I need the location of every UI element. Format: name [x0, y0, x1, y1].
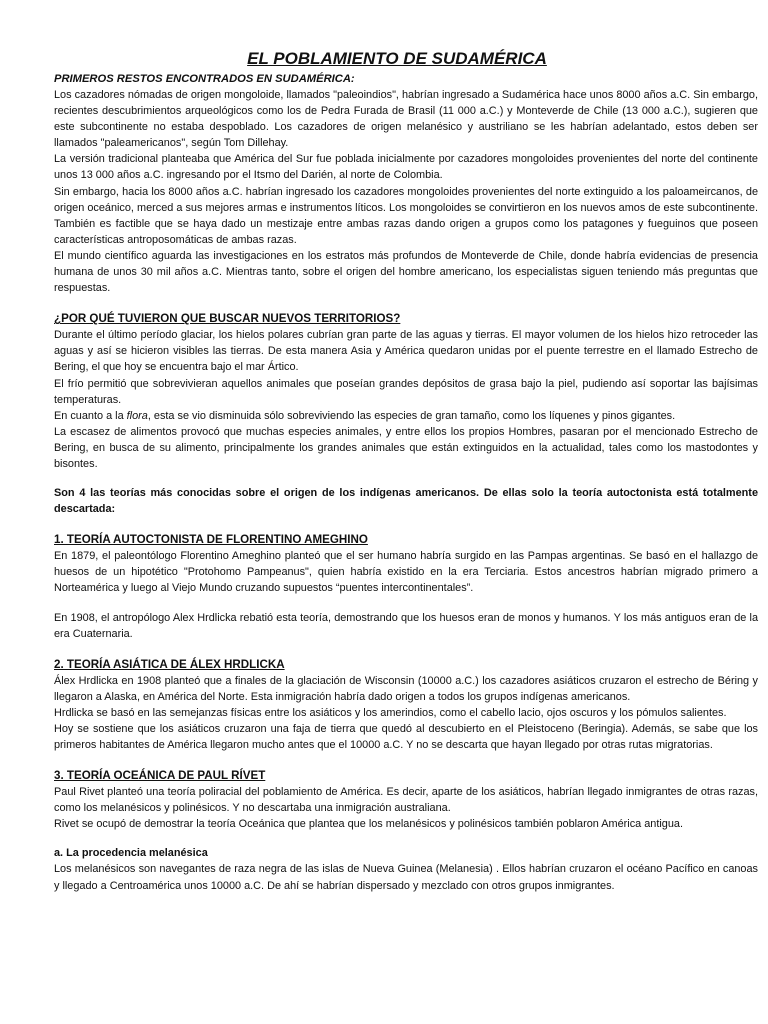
section-heading-theory-1: 1. TEORÍA AUTOCTONISTA DE FLORENTINO AMEGHINO	[54, 533, 368, 547]
flora-italic: flora	[126, 409, 148, 422]
section-heading-first-remains: PRIMEROS RESTOS ENCONTRADOS EN SUDAMÉRICA:	[54, 73, 355, 85]
theories-intro: Son 4 las teorías más conocidas sobre el origen de los indígenas americanos. De ellas solo la teoría autoctonista está totalmente descartada:	[54, 487, 758, 516]
section-heading-theory-2: 2. TEORÍA ASIÁTICA DE ÁLEX HRDLICKA	[54, 657, 285, 671]
document-title: EL POBLAMIENTO DE SUDAMÉRICA	[247, 49, 547, 68]
paragraph: Los melanésicos son navegantes de raza negra de las islas de Nueva Guinea (Melanesia) . Ellos habrían cruzaron el océano Pacífico en canoas y llegado a Centroamérica unos 10000 a.C. De ahí se habrían dispersado y mezclado con otros grupos inmigrantes.	[54, 863, 758, 892]
flora-text-after: , esta se vio disminuida sólo sobreviviendo las especies de gran tamaño, como los líquenes y pinos gigantes.	[147, 409, 676, 422]
paragraph: Álex Hrdlicka en 1908 planteó que a finales de la glaciación de Wisconsin (10000 a.C.) los cazadores asiáticos cruzaron el estrecho de Béring y llegaron a Alaska, en América del Norte. Esta inmigración habría dado origen a todos los grupos indígenas americanos.	[54, 674, 758, 703]
paragraph-flora	[54, 408, 758, 424]
paragraph: El mundo científico aguarda las investigaciones en los estratos más profundos de Monteverde de Chile, donde habría evidencias de presencia humana de unos 30 mil años a.C. Mientras tanto, sobre el origen del hombre americano, los especialistas siguen teniendo más preguntas que respuestas.	[54, 249, 758, 295]
section-heading-theory-3: 3. TEORÍA OCEÁNICA DE PAUL RÍVET	[54, 769, 266, 783]
paragraph: Sin embargo, hacia los 8000 años a.C. habrían ingresado los cazadores mongoloides provenientes del norte extinguido a los paloameircanos, de origen oceánico, merced a sus mejores armas e instrumentos líticos. Los mongoloides se convirtieron en los nuevos amos de este subcontinente. También es factible que se haya dado un mestizaje entre ambas razas dando origen a grupos como los patagones y fueguinos que poseen características antroposomáticas de ambas razas.	[54, 185, 758, 246]
paragraph: Rivet se ocupó de demostrar la teoría Oceánica que plantea que los melanésicos y polinésicos también poblaron América antigua.	[54, 818, 683, 831]
section-heading-why-new-territories: ¿POR QUÉ TUVIERON QUE BUSCAR NUEVOS TERRITORIOS?	[54, 312, 401, 326]
paragraph: En 1879, el paleontólogo Florentino Ameghino planteó que el ser humano habría surgido en las Pampas argentinas. Se basó en el hallazgo de huesos de un hipotético "Protohomo Pampeanus", quien habría existido en la era Terciaria. Estos ancestros habrían migrado primero a Norteamérica y luego al Viejo Mundo cruzando supuestos “puentes intercontinentales”.	[54, 550, 758, 595]
flora-text-before: En cuanto a la	[54, 409, 127, 422]
paragraph: Hrdlicka se basó en las semejanzas físicas entre los asiáticos y los amerindios, como el cabello lacio, ojos oscuros y los pómulos salientes.	[54, 706, 727, 719]
paragraph: El frío permitió que sobrevivieran aquellos animales que poseían grandes depósitos de grasa bajo la piel, pudiendo así soportar las bajísimas temperaturas.	[54, 377, 758, 406]
paragraph: La escasez de alimentos provocó que muchas especies animales, y entre ellos los propios Hombres, pasaran por el mencionado Estrecho de Bering, en busca de su alimento, principalmente los grandes animales que están extinguidos en la actualidad, tales como los mastodontes y bisontes.	[54, 425, 758, 470]
paragraph: En 1908, el antropólogo Alex Hrdlicka rebatió esta teoría, demostrando que los huesos eran de monos y humanos. Y los más antiguos eran de la era Cuaternaria.	[54, 611, 758, 640]
subsection-heading-melanesian: a. La procedencia melanésica	[54, 847, 208, 860]
paragraph: Hoy se sostiene que los asiáticos cruzaron una faja de tierra que quedó al descubierto en el Pleistoceno (Beringia). Además, se sabe que los primeros habitantes de América llegaron mucho antes que el 10000 a.C. Y no se descarta que hayan llegado por otras rutas migratorias.	[54, 723, 758, 752]
paragraph: Paul Rivet planteó una teoría poliracial del poblamiento de América. Es decir, aparte de los asiáticos, habrían llegado inmigrantes de otras razas, como los melanésicos y polinésicos. Y no descartaba una inmigración australiana.	[54, 786, 758, 815]
paragraph: Durante el último período glaciar, los hielos polares cubrían gran parte de las aguas y tierras. El mayor volumen de los hielos hizo retroceder las aguas y así se hicieron visibles las tierras. De esta manera Asia y América quedaron unidas por el puente terrestre en el llamado Estrecho de Bering, el que hoy se encuentra bajo el mar Ártico.	[54, 329, 758, 374]
paragraph: Los cazadores nómadas de origen mongoloide, llamados "paleoindios", habrían ingresado a Sudamérica hace unos 8000 años a.C. Sin embargo, recientes descubrimientos arqueológicos como los de Pedra Furada de Brasil (11 000 a.C.) y Monteverde de Chile (13 000 a.C.), sugieren que este subcontinente no estaba despoblado. Los cazadores de origen melanésico y austriliano se les habrían adelantado, estos deben ser llamados "paleamericanos", según Tom Dillehay.	[54, 89, 758, 150]
paragraph: La versión tradicional planteaba que América del Sur fue poblada inicialmente por cazadores mongoloides provenientes del norte del continente unos 13 000 años a.C. ingresando por el Itsmo del Darién, al norte de Colombia.	[54, 153, 758, 182]
